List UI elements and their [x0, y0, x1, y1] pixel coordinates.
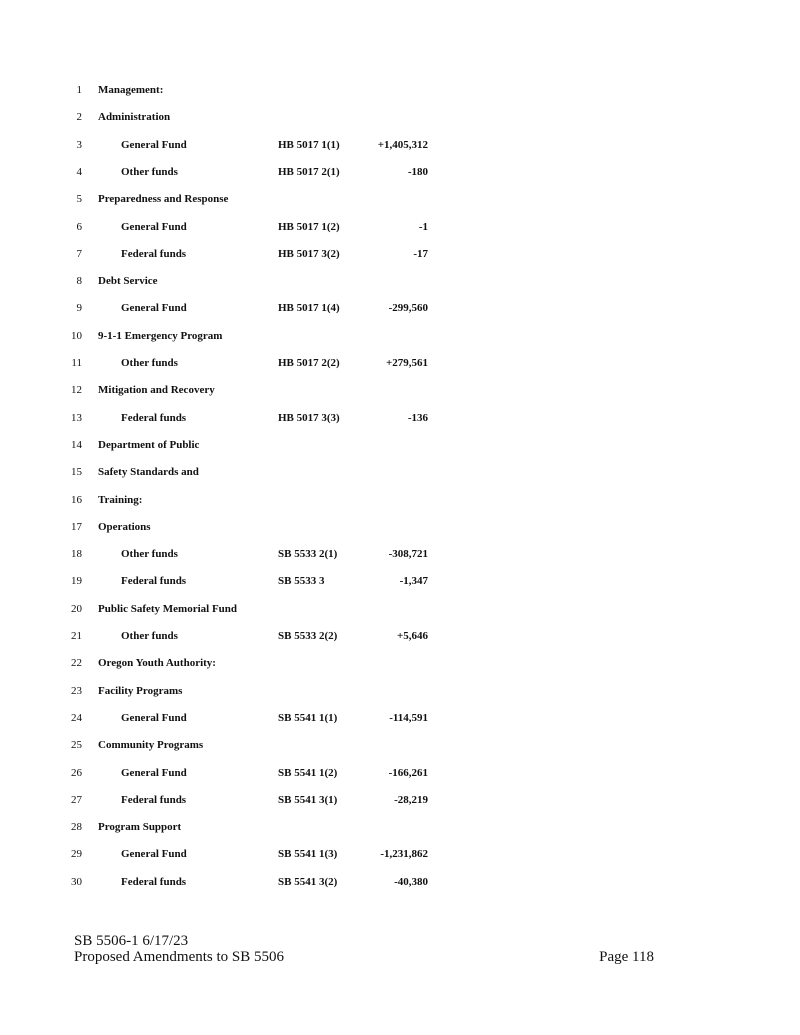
program-label: Administration [98, 111, 171, 124]
program-label: Safety Standards and [98, 466, 199, 479]
amount-value: -28,219 [394, 793, 428, 806]
amount-value: -299,560 [388, 302, 428, 315]
line-number: 1 [76, 84, 82, 96]
table-row [0, 544, 800, 564]
table-row [0, 790, 800, 810]
line-number: 24 [71, 711, 82, 724]
bill-reference: SB 5533 2(1) [278, 548, 338, 561]
fund-label: Other funds [121, 630, 178, 642]
line-number: 8 [76, 275, 82, 288]
table-row [0, 298, 800, 318]
line-number: 25 [71, 739, 82, 752]
amount-value: -17 [413, 247, 428, 260]
amount-value: -1 [418, 220, 428, 233]
program-label: Preparedness and Response [98, 193, 229, 206]
amount-value: -166,261 [388, 766, 428, 779]
fund-label: General Fund [121, 138, 187, 151]
program-label: Department of Public [98, 438, 200, 451]
program-label: Operations [98, 520, 151, 533]
bill-reference: SB 5541 1(1) [278, 711, 338, 724]
table-row [0, 490, 800, 510]
table-row [0, 844, 800, 864]
line-number: 22 [71, 657, 82, 670]
table-row [0, 353, 800, 373]
fund-label: Federal funds [121, 247, 187, 260]
table-row [0, 189, 800, 209]
bill-reference: SB 5541 3(2) [278, 875, 338, 888]
table-row [0, 271, 800, 291]
amount-value: -136 [407, 411, 428, 424]
line-number: 12 [71, 384, 82, 397]
program-label: Facility Programs [98, 684, 183, 697]
amount-value: -114,591 [389, 711, 428, 724]
table-row [0, 599, 800, 619]
table-row [0, 408, 800, 428]
table-row [0, 517, 800, 537]
amount-value: +279,561 [385, 357, 428, 369]
table-row [0, 80, 800, 100]
line-number: 29 [71, 848, 82, 861]
amount-value: -308,721 [388, 548, 428, 561]
program-label: Training: [98, 493, 143, 506]
line-number: 5 [76, 193, 82, 206]
fund-label: General Fund [121, 302, 187, 315]
footer-bill-version: SB 5506-1 6/17/23 [74, 933, 189, 949]
program-label: Oregon Youth Authority: [98, 657, 216, 670]
table-row [0, 708, 800, 728]
amount-value: -180 [407, 165, 428, 178]
bill-reference: SB 5533 2(2) [278, 630, 338, 642]
line-number: 11 [71, 357, 82, 369]
bill-reference: SB 5541 3(1) [278, 793, 338, 806]
line-number: 14 [71, 438, 82, 451]
bill-reference: SB 5541 1(3) [278, 848, 338, 861]
program-label: Program Support [98, 821, 182, 834]
line-number: 26 [71, 766, 82, 779]
fund-label: Federal funds [121, 411, 187, 424]
table-row [0, 217, 800, 237]
line-number: 6 [76, 220, 82, 233]
line-number: 17 [71, 520, 82, 533]
line-number: 18 [71, 548, 82, 561]
footer-document-title: Proposed Amendments to SB 5506 [74, 949, 285, 965]
program-label: 9-1-1 Emergency Program [98, 329, 223, 342]
line-number: 16 [71, 493, 82, 506]
amount-value: -40,380 [394, 875, 428, 888]
bill-reference: HB 5017 1(1) [278, 138, 340, 151]
footer-page-number: Page 118 [599, 949, 654, 965]
table-row [0, 653, 800, 673]
bill-reference: SB 5533 3 [278, 575, 325, 588]
line-number: 20 [71, 602, 82, 615]
bill-reference: HB 5017 1(4) [278, 302, 340, 315]
table-row [0, 681, 800, 701]
table-row [0, 107, 800, 127]
program-label: Public Safety Memorial Fund [98, 602, 238, 615]
table-row [0, 571, 800, 591]
line-number: 3 [76, 138, 82, 151]
line-number: 9 [76, 302, 82, 315]
table-row [0, 162, 800, 182]
table-row [0, 735, 800, 755]
table-row [0, 626, 800, 646]
line-number: 15 [71, 466, 82, 479]
amount-value: +5,646 [396, 630, 428, 642]
amount-value: -1,347 [399, 575, 428, 588]
bill-reference: HB 5017 3(2) [278, 247, 340, 260]
line-number: 23 [71, 684, 82, 697]
bill-reference: HB 5017 3(3) [278, 411, 340, 424]
amount-value: +1,405,312 [377, 138, 428, 151]
fund-label: General Fund [121, 766, 187, 779]
bill-reference: SB 5541 1(2) [278, 766, 338, 779]
table-row [0, 817, 800, 837]
table-row [0, 380, 800, 400]
bill-reference: HB 5017 2(2) [278, 357, 340, 369]
table-row [0, 872, 800, 892]
amount-value: -1,231,862 [380, 848, 428, 861]
bill-reference: HB 5017 1(2) [278, 220, 340, 233]
line-number: 27 [71, 793, 82, 806]
fund-label: General Fund [121, 848, 187, 861]
table-row [0, 326, 800, 346]
line-number: 19 [71, 575, 82, 588]
table-row [0, 244, 800, 264]
line-number: 28 [71, 821, 82, 834]
line-number: 7 [76, 247, 82, 260]
fund-label: Other funds [121, 165, 178, 178]
program-label: Community Programs [98, 739, 204, 752]
fund-label: Federal funds [121, 793, 187, 806]
line-number: 21 [71, 630, 82, 642]
table-row [0, 135, 800, 155]
line-number: 10 [71, 329, 82, 342]
fund-label: Other funds [121, 548, 178, 561]
line-number: 2 [76, 111, 82, 124]
line-number: 4 [76, 165, 82, 178]
line-number: 13 [71, 411, 82, 424]
program-label: Mitigation and Recovery [98, 384, 215, 397]
fund-label: Federal funds [121, 875, 187, 888]
table-row [0, 763, 800, 783]
fund-label: Other funds [121, 357, 178, 369]
line-number: 30 [71, 875, 82, 888]
fund-label: General Fund [121, 711, 187, 724]
fund-label: General Fund [121, 220, 187, 233]
table-row [0, 435, 800, 455]
bill-reference: HB 5017 2(1) [278, 165, 340, 178]
fund-label: Federal funds [121, 575, 187, 588]
program-label: Management: [98, 84, 164, 96]
program-label: Debt Service [98, 275, 158, 288]
page-footer [74, 933, 654, 965]
table-row [0, 462, 800, 482]
